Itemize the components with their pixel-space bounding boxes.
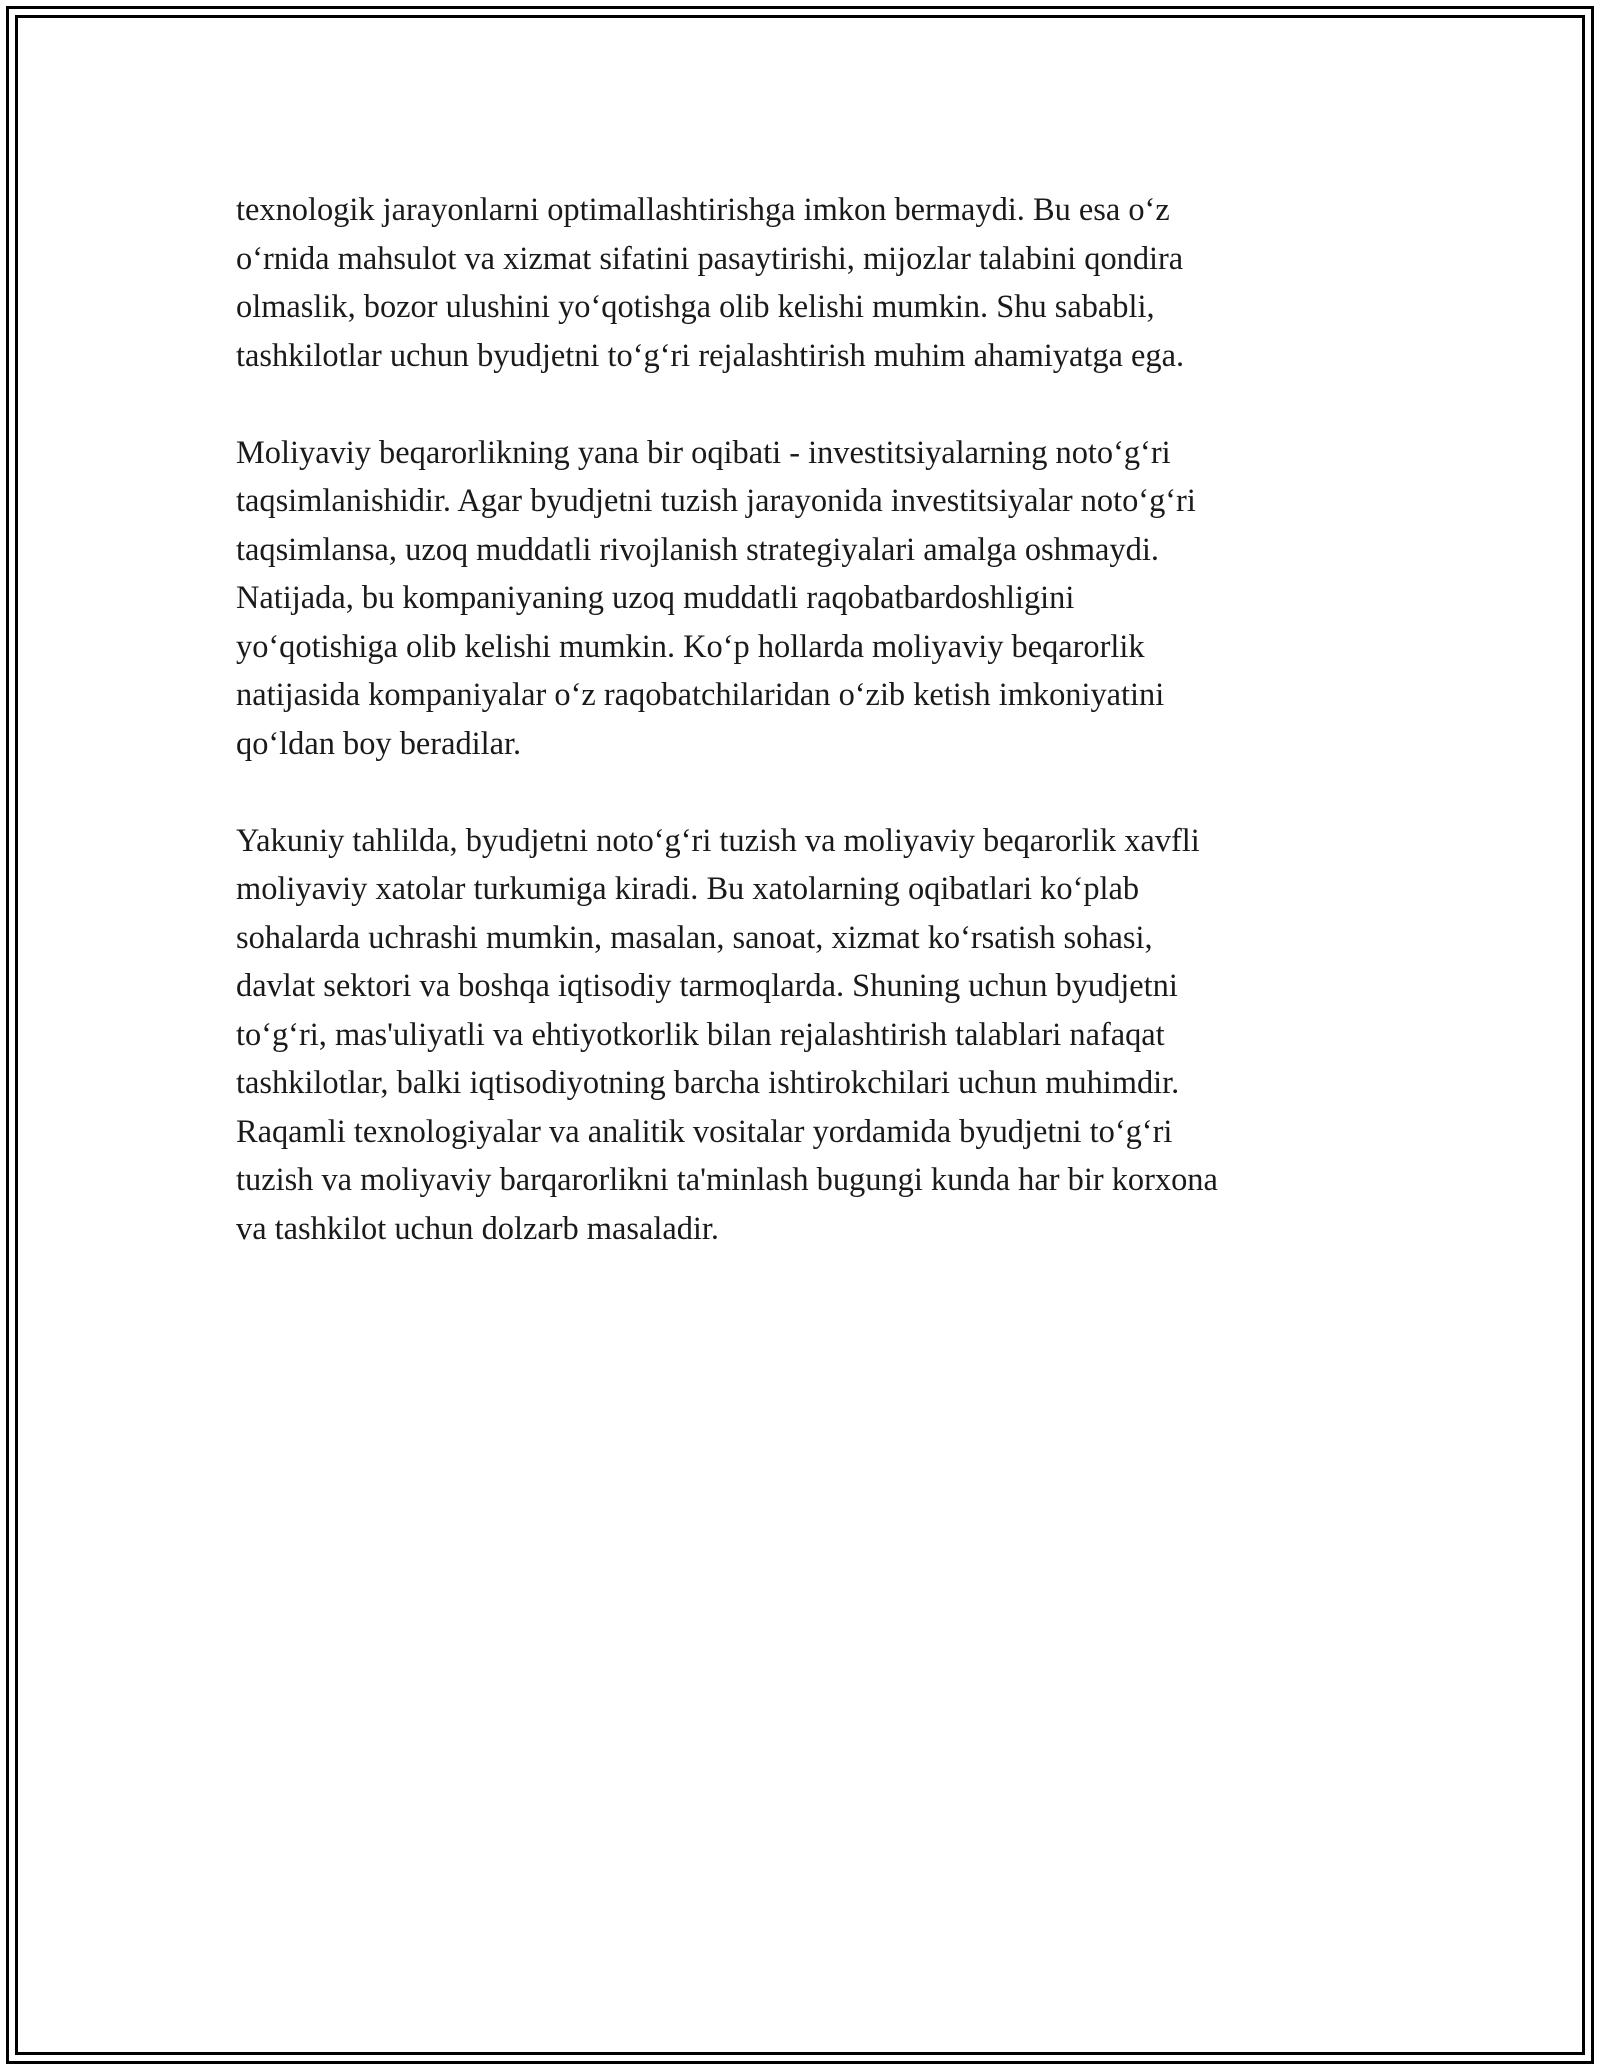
text-line: tashkilotlar, balki iqtisodiyotning barcha ishtirokchilari uchun muhimdir.: [236, 1065, 1180, 1101]
text-line: davlat sektori va boshqa iqtisodiy tarmoqlarda. Shuning uchun byudjetni: [236, 968, 1178, 1004]
text-line: sohalarda uchrashi mumkin, masalan, sanoat, xizmat ko‘rsatish sohasi,: [236, 919, 1153, 956]
text-line: tashkilotlar uchun byudjetni to‘g‘ri rejalashtirish muhim ahamiyatga ega.: [236, 337, 1185, 374]
text-line: taqsimlansa, uzoq muddatli rivojlanish strategiyalari amalga oshmaydi.: [236, 531, 1159, 568]
text-line: moliyaviy xatolar turkumiga kiradi. Bu xatolarning oqibatlari ko‘plab: [236, 871, 1140, 907]
text-line: Raqamli texnologiyalar va analitik vositalar yordamida byudjetni to‘g‘ri: [236, 1113, 1173, 1150]
text-line: taqsimlanishidir. Agar byudjetni tuzish jarayonida investitsiyalar noto‘g‘ri: [236, 483, 1196, 519]
text-line: yo‘qotishiga olib kelishi mumkin. Ko‘p hollarda moliyaviy beqarorlik: [236, 628, 1145, 665]
text-line: qo‘ldan boy beradilar.: [236, 725, 522, 762]
text-line: Yakuniy tahlilda, byudjetni noto‘g‘ri tuzish va moliyaviy beqarorlik xavfli: [236, 822, 1200, 859]
text-line: to‘g‘ri, mas'uliyatli va ehtiyotkorlik bilan rejalashtirish talablari nafaqat: [236, 1016, 1165, 1053]
text-line: va tashkilot uchun dolzarb masaladir.: [236, 1210, 720, 1247]
paragraph-1: [236, 186, 1366, 380]
text-line: o‘rnida mahsulot va xizmat sifatini pasaytirishi, mijozlar talabini qondira: [236, 240, 1184, 277]
text-line: olmaslik, bozor ulushini yo‘qotishga olib kelishi mumkin. Shu sababli,: [236, 289, 1155, 325]
paragraph-2: [236, 429, 1366, 769]
text-line: Moliyaviy beqarorlikning yana bir oqibati - investitsiyalarning noto‘g‘ri: [236, 434, 1171, 471]
text-line: Natijada, bu kompaniyaning uzoq muddatli raqobatbardoshligini: [236, 580, 1075, 616]
document-body: [236, 186, 1366, 1302]
text-line: natijasida kompaniyalar o‘z raqobatchilaridan o‘zib ketish imkoniyatini: [236, 677, 1165, 713]
text-line: texnologik jarayonlarni optimallashtirishga imkon bermaydi. Bu esa o‘z: [236, 192, 1170, 228]
text-line: tuzish va moliyaviy barqarorlikni ta'minlash bugungi kunda har bir korxona: [236, 1162, 1218, 1198]
paragraph-3: [236, 817, 1366, 1254]
